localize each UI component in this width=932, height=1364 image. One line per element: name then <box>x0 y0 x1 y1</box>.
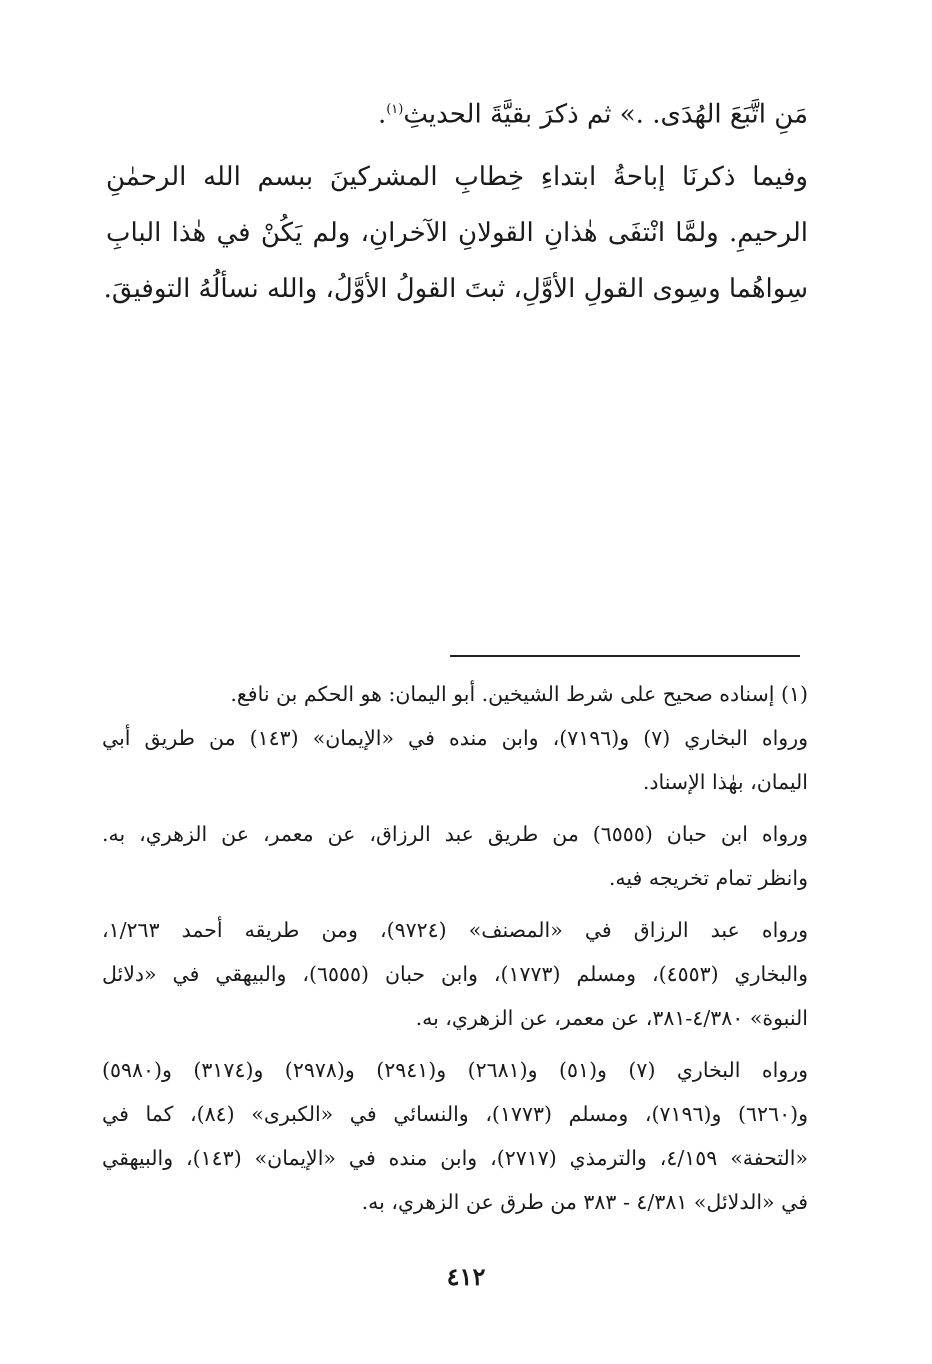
footnote-marker[interactable]: (١) <box>386 102 404 117</box>
main-line-4: سِواهُما وسِوى القولِ الأوَّلِ، ثبتَ القولُ الأوَّلُ، والله نسألُهُ التوفيقَ. <box>103 273 808 304</box>
footnotes <box>102 672 808 1224</box>
page-number: ٤١٢ <box>446 1262 486 1291</box>
footnote-paragraph-4 <box>102 908 808 1040</box>
footnote-line: (١) إسناده صحيح على شرط الشيخين. أبو اليمان: هو الحكم بن نافع. <box>230 682 808 706</box>
footnote-line: ورواه عبد الرزاق في «المصنف» (٩٧٢٤)، ومن طريقه أحمد ١/٢٦٣، <box>102 918 808 942</box>
footnote-paragraph-5 <box>102 1048 808 1224</box>
period: . <box>377 99 387 130</box>
footnote-line: في «الدلائل» ٤/٣٨١ - ٣٨٣ من طرق عن الزهري، به. <box>361 1190 808 1214</box>
footnote-paragraph-2 <box>102 716 808 804</box>
footnote-line: و(٦٢٦٠) و(٧١٩٦)، ومسلم (١٧٧٣)، والنسائي في «الكبرى» (٨٤)، كما في <box>102 1102 808 1126</box>
footnote-paragraph-1 <box>102 672 808 716</box>
footnote-line: وانظر تمام تخريجه فيه. <box>608 866 808 890</box>
footnote-line: اليمان، بهٰذا الإسناد. <box>642 770 808 794</box>
footnote-line: النبوة» ٤/٣٨٠-٣٨١، عن معمر، عن الزهري، به. <box>415 1006 808 1030</box>
main-line-2: وفيما ذكرنَا إباحةُ ابتداءِ خِطابِ المشركينَ ببسم الله الرحمٰنِ <box>106 161 808 192</box>
footnote-paragraph-3 <box>102 812 808 900</box>
main-line-1-text: مَنِ اتَّبَعَ الهُدَى. .» ثم ذكرَ بقيَّةَ الحديثِ <box>403 99 808 130</box>
main-line-3: الرحيمِ. ولمَّا انْتفَى هٰذانِ القولانِ الآخرانِ، ولم يَكُنْ في هٰذا البابِ <box>106 217 808 248</box>
footnote-line: ورواه البخاري (٧) و(٥١) و(٢٦٨١) و(٢٩٤١) و(٢٩٧٨) و(٣١٧٤) و(٥٩٨٠) <box>102 1058 809 1082</box>
footnote-line: ورواه ابن حبان (٦٥٥٥) من طريق عبد الرزاق، عن معمر، عن الزهري، به. <box>102 822 808 846</box>
footnote-line: «التحفة» ٤/١٥٩، والترمذي (٢٧١٧)، وابن منده في «الإيمان» (١٤٣)، والبيهقي <box>102 1146 809 1170</box>
footnote-divider <box>450 655 800 657</box>
footnote-line: والبخاري (٤٥٥٣)، ومسلم (١٧٧٣)، وابن حبان (٦٥٥٥)، والبيهقي في «دلائل <box>102 962 809 986</box>
main-text <box>103 82 808 317</box>
main-line-1 <box>106 82 808 143</box>
footnote-line: ورواه البخاري (٧) و(٧١٩٦)، وابن منده في «الإيمان» (١٤٣) من طريق أبي <box>102 726 808 750</box>
